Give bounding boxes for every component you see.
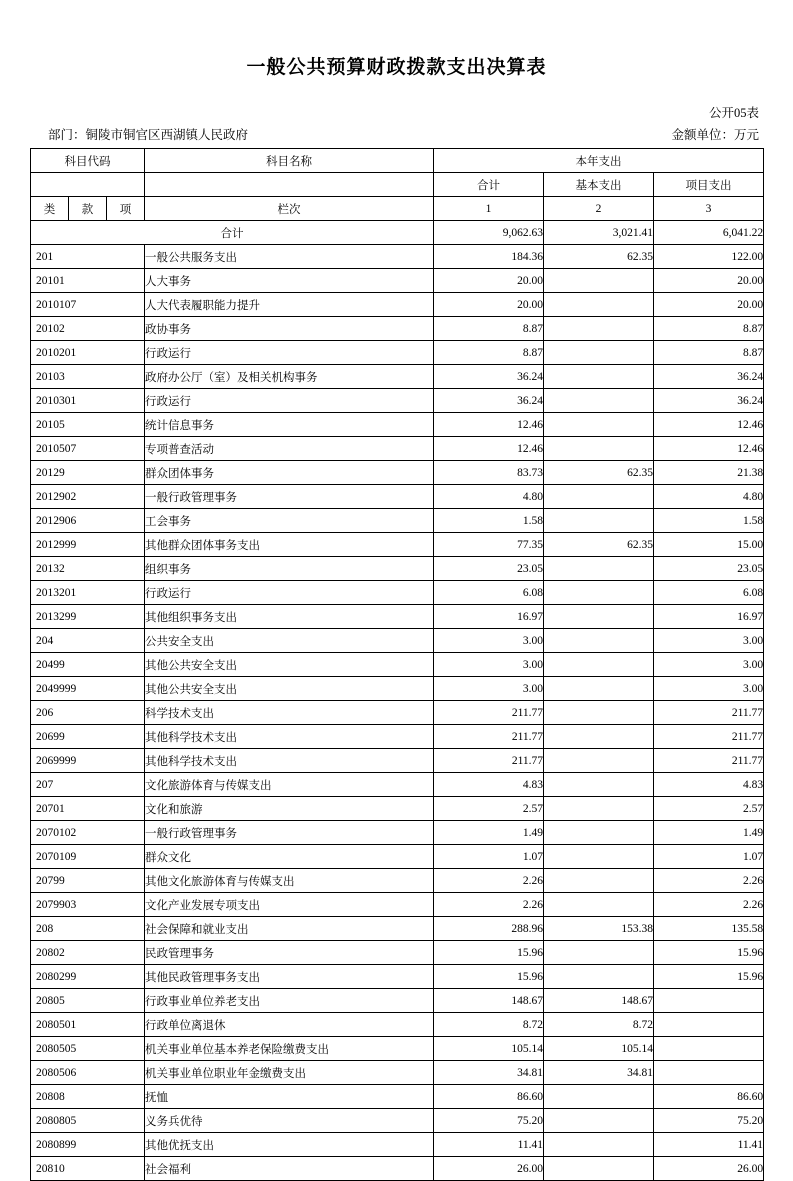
- table-row: [31, 1037, 764, 1061]
- row-total: 36.24: [434, 389, 544, 413]
- table-row: [31, 485, 764, 509]
- header-row-label: 栏次: [145, 197, 434, 221]
- header-sub-basic: 基本支出: [544, 173, 654, 197]
- row-basic: [544, 1085, 654, 1109]
- table-row: [31, 413, 764, 437]
- sheet-code: 公开05表: [708, 106, 759, 120]
- row-code: 20103: [31, 365, 145, 389]
- row-basic: 62.35: [544, 533, 654, 557]
- table-row: [31, 773, 764, 797]
- row-basic: [544, 965, 654, 989]
- row-total: 211.77: [434, 701, 544, 725]
- table-row: [31, 1157, 764, 1181]
- row-project: 4.83: [654, 773, 764, 797]
- row-total: 2.26: [434, 893, 544, 917]
- table-row: [31, 941, 764, 965]
- row-project: 1.58: [654, 509, 764, 533]
- row-project: 86.60: [654, 1085, 764, 1109]
- row-code: 2070109: [31, 845, 145, 869]
- row-total: 4.80: [434, 485, 544, 509]
- row-basic: [544, 701, 654, 725]
- row-project: 12.46: [654, 437, 764, 461]
- row-code: 206: [31, 701, 145, 725]
- row-code: 2013201: [31, 581, 145, 605]
- row-name: 工会事务: [145, 509, 434, 533]
- header-name-spacer: [145, 173, 434, 197]
- row-basic: [544, 269, 654, 293]
- row-total: 8.87: [434, 317, 544, 341]
- row-total: 77.35: [434, 533, 544, 557]
- row-project: 36.24: [654, 389, 764, 413]
- row-code: 2070102: [31, 821, 145, 845]
- row-name: 人大事务: [145, 269, 434, 293]
- row-code: 207: [31, 773, 145, 797]
- table-row: [31, 1109, 764, 1133]
- table-row: [31, 341, 764, 365]
- table-header-row-3: [31, 197, 764, 221]
- row-code: 20802: [31, 941, 145, 965]
- total-sum: 9,062.63: [434, 221, 544, 245]
- row-code: 2080501: [31, 1013, 145, 1037]
- row-total: 1.58: [434, 509, 544, 533]
- row-name: 其他优抚支出: [145, 1133, 434, 1157]
- row-code: 20105: [31, 413, 145, 437]
- row-basic: [544, 941, 654, 965]
- row-name: 抚恤: [145, 1085, 434, 1109]
- table-row: [31, 1061, 764, 1085]
- row-name: 行政单位离退休: [145, 1013, 434, 1037]
- header-code-spacer: [31, 173, 145, 197]
- row-total: 211.77: [434, 725, 544, 749]
- row-project: 2.26: [654, 869, 764, 893]
- row-code: 20699: [31, 725, 145, 749]
- row-name: 科学技术支出: [145, 701, 434, 725]
- row-code: 2010301: [31, 389, 145, 413]
- budget-table: [30, 148, 764, 1181]
- row-basic: [544, 845, 654, 869]
- row-name: 机关事业单位基本养老保险缴费支出: [145, 1037, 434, 1061]
- row-total: 12.46: [434, 413, 544, 437]
- row-basic: [544, 869, 654, 893]
- row-basic: [544, 557, 654, 581]
- header-sub-total: 合计: [434, 173, 544, 197]
- row-code: 2079903: [31, 893, 145, 917]
- row-total: 20.00: [434, 293, 544, 317]
- row-project: 20.00: [654, 269, 764, 293]
- row-code: 2080505: [31, 1037, 145, 1061]
- meta-row: [30, 125, 763, 143]
- table-row: [31, 989, 764, 1013]
- table-row: [31, 557, 764, 581]
- table-row: [31, 677, 764, 701]
- row-project: 135.58: [654, 917, 764, 941]
- row-name: 人大代表履职能力提升: [145, 293, 434, 317]
- table-row: [31, 581, 764, 605]
- row-name: 政协事务: [145, 317, 434, 341]
- row-basic: [544, 605, 654, 629]
- table-total-row: [31, 221, 764, 245]
- row-total: 34.81: [434, 1061, 544, 1085]
- row-basic: [544, 317, 654, 341]
- row-name: 一般公共服务支出: [145, 245, 434, 269]
- row-total: 148.67: [434, 989, 544, 1013]
- row-basic: [544, 389, 654, 413]
- row-basic: [544, 581, 654, 605]
- row-basic: [544, 365, 654, 389]
- row-total: 184.36: [434, 245, 544, 269]
- row-total: 23.05: [434, 557, 544, 581]
- row-name: 其他公共安全支出: [145, 677, 434, 701]
- row-total: 15.96: [434, 965, 544, 989]
- row-code: 2012906: [31, 509, 145, 533]
- row-project: 2.26: [654, 893, 764, 917]
- row-project: 2.57: [654, 797, 764, 821]
- row-basic: [544, 437, 654, 461]
- row-total: 12.46: [434, 437, 544, 461]
- row-total: 86.60: [434, 1085, 544, 1109]
- row-basic: [544, 1133, 654, 1157]
- row-code: 2080299: [31, 965, 145, 989]
- total-project: 6,041.22: [654, 221, 764, 245]
- row-project: 26.00: [654, 1157, 764, 1181]
- row-basic: [544, 677, 654, 701]
- row-code: 2010507: [31, 437, 145, 461]
- total-basic: 3,021.41: [544, 221, 654, 245]
- row-total: 3.00: [434, 677, 544, 701]
- table-row: [31, 749, 764, 773]
- page-title: 一般公共预算财政拨款支出决算表: [246, 57, 547, 78]
- table-row: [31, 437, 764, 461]
- row-basic: [544, 485, 654, 509]
- row-name: 群众文化: [145, 845, 434, 869]
- table-header-row-2: [31, 173, 764, 197]
- row-project: 211.77: [654, 701, 764, 725]
- row-code: 20499: [31, 653, 145, 677]
- row-name: 其他科学技术支出: [145, 725, 434, 749]
- row-total: 8.72: [434, 1013, 544, 1037]
- row-name: 一般行政管理事务: [145, 821, 434, 845]
- row-basic: [544, 1157, 654, 1181]
- row-basic: 8.72: [544, 1013, 654, 1037]
- row-code: 2012902: [31, 485, 145, 509]
- row-basic: [544, 293, 654, 317]
- row-project: 20.00: [654, 293, 764, 317]
- row-project: 11.41: [654, 1133, 764, 1157]
- row-name: 文化旅游体育与传媒支出: [145, 773, 434, 797]
- table-row: [31, 725, 764, 749]
- row-name: 其他文化旅游体育与传媒支出: [145, 869, 434, 893]
- table-row: [31, 365, 764, 389]
- table-row: [31, 533, 764, 557]
- row-basic: 34.81: [544, 1061, 654, 1085]
- row-code: 20102: [31, 317, 145, 341]
- row-total: 3.00: [434, 653, 544, 677]
- row-basic: 105.14: [544, 1037, 654, 1061]
- row-project: 15.96: [654, 965, 764, 989]
- row-project: 211.77: [654, 725, 764, 749]
- row-code: 20805: [31, 989, 145, 1013]
- row-project: [654, 1037, 764, 1061]
- row-name: 民政管理事务: [145, 941, 434, 965]
- row-project: [654, 1061, 764, 1085]
- row-total: 1.49: [434, 821, 544, 845]
- row-project: 3.00: [654, 653, 764, 677]
- row-total: 2.26: [434, 869, 544, 893]
- row-project: 15.00: [654, 533, 764, 557]
- total-label: 合计: [31, 221, 434, 245]
- row-basic: 62.35: [544, 245, 654, 269]
- row-name: 专项普查活动: [145, 437, 434, 461]
- header-sub-section: 款: [69, 197, 107, 221]
- row-basic: 153.38: [544, 917, 654, 941]
- row-code: 2080899: [31, 1133, 145, 1157]
- row-name: 行政事业单位养老支出: [145, 989, 434, 1013]
- table-row: [31, 509, 764, 533]
- row-code: 208: [31, 917, 145, 941]
- row-total: 36.24: [434, 365, 544, 389]
- row-total: 105.14: [434, 1037, 544, 1061]
- row-name: 群众团体事务: [145, 461, 434, 485]
- row-project: 122.00: [654, 245, 764, 269]
- row-code: 2013299: [31, 605, 145, 629]
- header-sub-class: 类: [31, 197, 69, 221]
- table-row: [31, 389, 764, 413]
- table-row: [31, 869, 764, 893]
- row-project: 1.07: [654, 845, 764, 869]
- row-name: 文化产业发展专项支出: [145, 893, 434, 917]
- table-row: [31, 269, 764, 293]
- row-basic: [544, 629, 654, 653]
- row-code: 204: [31, 629, 145, 653]
- table-row: [31, 1133, 764, 1157]
- row-project: [654, 989, 764, 1013]
- row-basic: 62.35: [544, 461, 654, 485]
- header-col-year: 本年支出: [434, 149, 764, 173]
- row-name: 社会保障和就业支出: [145, 917, 434, 941]
- row-basic: [544, 821, 654, 845]
- table-row: [31, 317, 764, 341]
- row-total: 11.41: [434, 1133, 544, 1157]
- row-project: 12.46: [654, 413, 764, 437]
- row-project: 36.24: [654, 365, 764, 389]
- row-project: 4.80: [654, 485, 764, 509]
- table-header-row-1: [31, 149, 764, 173]
- header-col-code: 科目代码: [31, 149, 145, 173]
- row-basic: [544, 725, 654, 749]
- row-code: 20701: [31, 797, 145, 821]
- row-total: 211.77: [434, 749, 544, 773]
- row-code: 20799: [31, 869, 145, 893]
- row-project: 75.20: [654, 1109, 764, 1133]
- table-body: [31, 245, 764, 1181]
- row-basic: 148.67: [544, 989, 654, 1013]
- row-code: 20808: [31, 1085, 145, 1109]
- row-name: 其他组织事务支出: [145, 605, 434, 629]
- row-total: 2.57: [434, 797, 544, 821]
- row-basic: [544, 893, 654, 917]
- row-code: 2080805: [31, 1109, 145, 1133]
- row-project: 15.96: [654, 941, 764, 965]
- row-name: 其他民政管理事务支出: [145, 965, 434, 989]
- row-project: 211.77: [654, 749, 764, 773]
- row-name: 义务兵优待: [145, 1109, 434, 1133]
- row-name: 统计信息事务: [145, 413, 434, 437]
- row-project: [654, 1013, 764, 1037]
- header-sub-item: 项: [107, 197, 145, 221]
- row-project: 3.00: [654, 629, 764, 653]
- row-name: 行政运行: [145, 389, 434, 413]
- row-project: 6.08: [654, 581, 764, 605]
- row-code: 20132: [31, 557, 145, 581]
- row-basic: [544, 749, 654, 773]
- department-label: 部门：铜陵市铜官区西湖镇人民政府: [48, 128, 249, 142]
- table-row: [31, 653, 764, 677]
- row-code: 20810: [31, 1157, 145, 1181]
- table-row: [31, 965, 764, 989]
- row-code: 2069999: [31, 749, 145, 773]
- row-code: 2012999: [31, 533, 145, 557]
- row-total: 288.96: [434, 917, 544, 941]
- row-name: 其他群众团体事务支出: [145, 533, 434, 557]
- document-page: [0, 52, 793, 1174]
- row-code: 20129: [31, 461, 145, 485]
- row-total: 8.87: [434, 341, 544, 365]
- table-row: [31, 821, 764, 845]
- row-code: 201: [31, 245, 145, 269]
- row-total: 3.00: [434, 629, 544, 653]
- table-row: [31, 461, 764, 485]
- row-basic: [544, 413, 654, 437]
- row-basic: [544, 773, 654, 797]
- row-basic: [544, 1109, 654, 1133]
- row-total: 83.73: [434, 461, 544, 485]
- row-code: 2010201: [31, 341, 145, 365]
- table-row: [31, 701, 764, 725]
- unit-label: 金额单位：万元: [671, 128, 759, 142]
- table-row: [31, 845, 764, 869]
- row-name: 政府办公厅（室）及相关机构事务: [145, 365, 434, 389]
- header-sub-project: 项目支出: [654, 173, 764, 197]
- row-project: 21.38: [654, 461, 764, 485]
- row-basic: [544, 653, 654, 677]
- row-project: 8.87: [654, 317, 764, 341]
- row-name: 公共安全支出: [145, 629, 434, 653]
- row-name: 行政运行: [145, 581, 434, 605]
- row-total: 6.08: [434, 581, 544, 605]
- row-code: 2080506: [31, 1061, 145, 1085]
- table-row: [31, 605, 764, 629]
- row-name: 一般行政管理事务: [145, 485, 434, 509]
- row-project: 3.00: [654, 677, 764, 701]
- table-row: [31, 893, 764, 917]
- row-code: 20101: [31, 269, 145, 293]
- row-name: 社会福利: [145, 1157, 434, 1181]
- row-total: 16.97: [434, 605, 544, 629]
- header-num-1: 1: [434, 197, 544, 221]
- table-row: [31, 797, 764, 821]
- header-col-name: 科目名称: [145, 149, 434, 173]
- row-name: 行政运行: [145, 341, 434, 365]
- row-project: 8.87: [654, 341, 764, 365]
- table-row: [31, 1085, 764, 1109]
- row-total: 75.20: [434, 1109, 544, 1133]
- table-row: [31, 1013, 764, 1037]
- header-num-2: 2: [544, 197, 654, 221]
- row-total: 26.00: [434, 1157, 544, 1181]
- row-total: 4.83: [434, 773, 544, 797]
- row-total: 1.07: [434, 845, 544, 869]
- row-basic: [544, 509, 654, 533]
- row-name: 其他公共安全支出: [145, 653, 434, 677]
- row-name: 机关事业单位职业年金缴费支出: [145, 1061, 434, 1085]
- row-name: 组织事务: [145, 557, 434, 581]
- row-project: 1.49: [654, 821, 764, 845]
- table-row: [31, 245, 764, 269]
- row-name: 文化和旅游: [145, 797, 434, 821]
- table-row: [31, 629, 764, 653]
- row-basic: [544, 797, 654, 821]
- table-row: [31, 917, 764, 941]
- row-total: 20.00: [434, 269, 544, 293]
- row-name: 其他科学技术支出: [145, 749, 434, 773]
- header-num-3: 3: [654, 197, 764, 221]
- row-total: 15.96: [434, 941, 544, 965]
- row-code: 2010107: [31, 293, 145, 317]
- table-row: [31, 293, 764, 317]
- row-project: 16.97: [654, 605, 764, 629]
- row-code: 2049999: [31, 677, 145, 701]
- row-basic: [544, 341, 654, 365]
- row-project: 23.05: [654, 557, 764, 581]
